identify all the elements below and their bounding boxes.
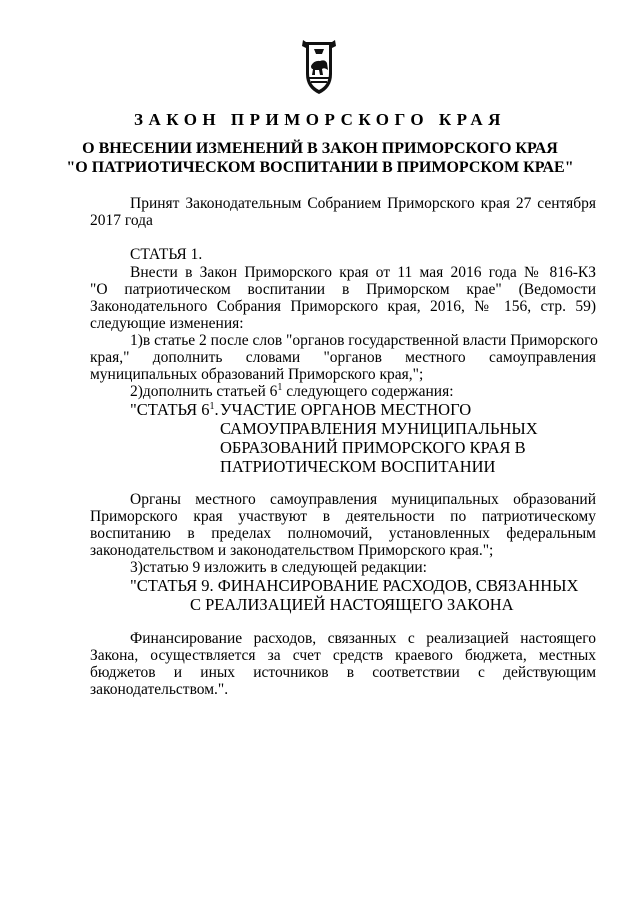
article6-body-line1: Органы местного самоуправления муниципальных образований (130, 491, 596, 508)
intro-line4: следующие изменения: (90, 315, 244, 332)
item3-line: 3)статью 9 изложить в следующей редакции: (130, 559, 427, 576)
article9-body-line4: законодательством.". (90, 681, 229, 698)
new-article6-title-line4: ПАТРИОТИЧЕСКОМ ВОСПИТАНИИ (220, 457, 496, 476)
new-article9-title-line1: "СТАТЬЯ 9. ФИНАНСИРОВАНИЕ РАСХОДОВ, СВЯЗАННЫХ (130, 576, 579, 595)
article6-body-line2: Приморского края участвуют в деятельности по патриотическому (90, 508, 596, 525)
item2-line: 2)дополнить статьей $6^1$ следующего содержания: (130, 382, 454, 400)
law-subtitle-line1: О ВНЕСЕНИИ ИЗМЕНЕНИЙ В ЗАКОН ПРИМОРСКОГО КРАЯ (82, 140, 558, 157)
new-article6-title-line1: УЧАСТИЕ ОРГАНОВ МЕСТНОГО (220, 400, 472, 419)
article9-body-line3: бюджетов и иных источников в соответствии с действующим (90, 664, 596, 681)
item1-line1: 1)в статье 2 после слов "органов государственной власти Приморского (130, 332, 598, 349)
item1-line2: края," дополнить словами "органов местного самоуправления (90, 349, 596, 366)
adoption-line2: 2017 года (90, 212, 153, 229)
law-title: ЗАКОН ПРИМОРСКОГО КРАЯ (134, 110, 506, 129)
intro-line2: "О патриотическом воспитании в Приморском крае" (Ведомости (90, 281, 596, 298)
new-article6-title-line3: ОБРАЗОВАНИЙ ПРИМОРСКОГО КРАЯ В (220, 438, 526, 457)
coat-of-arms-icon (302, 40, 336, 96)
new-article6-title-line2: САМОУПРАВЛЕНИЯ МУНИЦИПАЛЬНЫХ (220, 419, 538, 438)
intro-line3: Законодательного Собрания Приморского края, 2016, № 156, стр. 59) (90, 298, 596, 315)
article9-body-line1: Финансирование расходов, связанных с реализацией настоящего (130, 630, 596, 647)
intro-line1: Внести в Закон Приморского края от 11 мая 2016 года № 816-КЗ (130, 264, 596, 281)
article6-body-line3: воспитанию в пределах полномочий, установленных федеральным (90, 525, 596, 542)
new-article9-title-line2: С РЕАЛИЗАЦИЕЙ НАСТОЯЩЕГО ЗАКОНА (190, 595, 514, 614)
new-article6-label: "СТАТЬЯ $6^1$. (130, 400, 219, 419)
adoption-line1: Принят Законодательным Собранием Приморского края 27 сентября (130, 195, 596, 212)
article9-body-line2: Закона, осуществляется за счет средств краевого бюджета, местных (90, 647, 596, 664)
article6-body-line4: законодательством и законодательством Приморского края."; (90, 542, 494, 559)
article-heading: СТАТЬЯ 1. (130, 246, 203, 263)
law-subtitle-line2: "О ПАТРИОТИЧЕСКОМ ВОСПИТАНИИ В ПРИМОРСКОМ КРАЕ" (66, 159, 574, 176)
item1-line3: муниципальных образований Приморского края,"; (90, 366, 424, 383)
